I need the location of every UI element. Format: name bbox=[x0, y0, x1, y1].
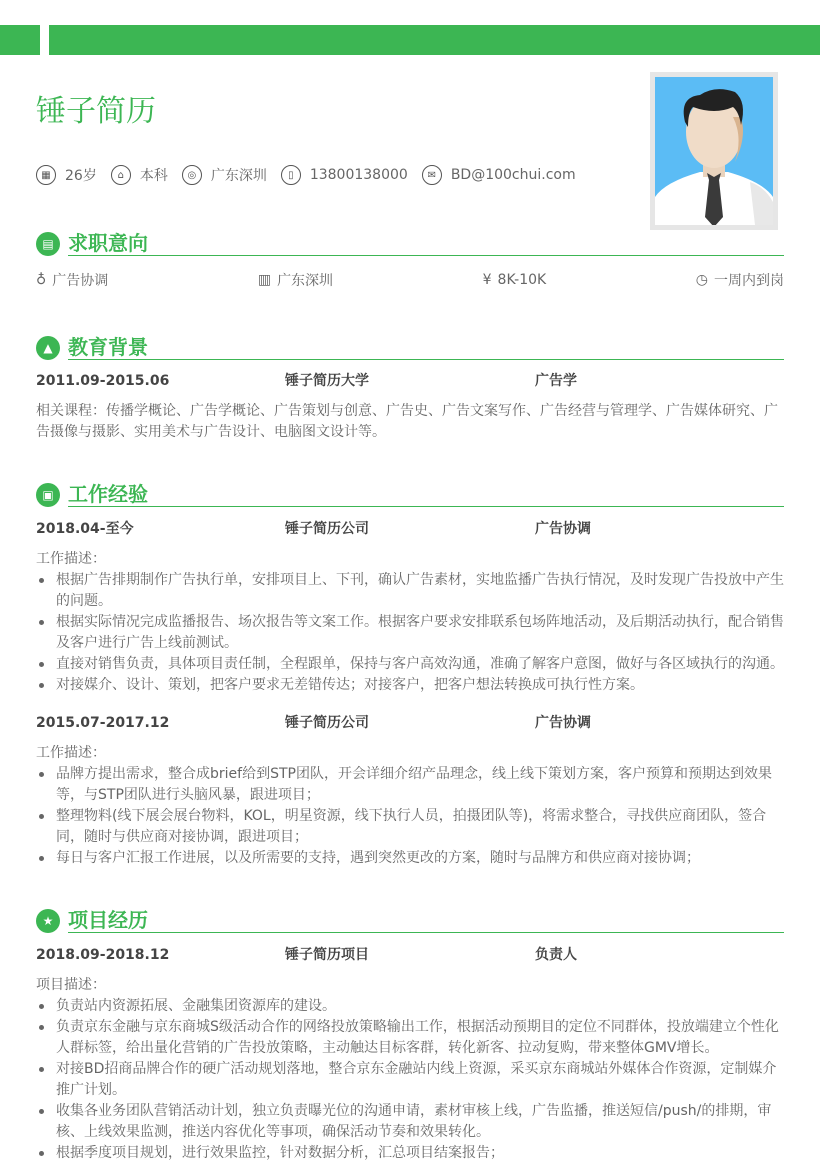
star-icon: ★ bbox=[36, 909, 60, 933]
project-name: 锤子简历项目 bbox=[285, 947, 369, 963]
list-item: 整理物料(线下展会展台物料，KOL，明星资源，线下执行人员，拍摄团队等)，将需求整合，寻找供应商团队，签合同，随时与供应商对接协调，跟进项目； bbox=[36, 806, 784, 848]
personal-info bbox=[36, 165, 590, 185]
graduation-cap-icon: ▲ bbox=[36, 336, 60, 360]
intent-text: 广告协调 bbox=[52, 273, 109, 289]
info-text: 广东深圳 bbox=[210, 168, 267, 184]
intent-item bbox=[696, 270, 784, 290]
job-date: 2015.07-2017.12 bbox=[36, 715, 170, 731]
job-row bbox=[36, 713, 784, 734]
list-item: 直接对销售负责，具体项目责任制，全程跟单，保持与客户高效沟通，准确了解客户意图，做好与各区域执行的沟通。 bbox=[36, 654, 784, 675]
phone-icon: ▯ bbox=[281, 165, 301, 185]
list-item: 对接媒介、设计、策划，把客户要求无差错传达；对接客户，把客户想法转换成可执行性方案。 bbox=[36, 675, 784, 696]
list-item: 根据广告排期制作广告执行单，安排项目上、下刊，确认广告素材，实地监播广告执行情况，及时发现广告投放中产生的问题。 bbox=[36, 570, 784, 612]
courses: 相关课程：传播学概论、广告学概论、广告策划与创意、广告史、广告文案写作、广告经营与管理学、广告媒体研究、广告摄像与摄影、实用美术与广告设计、电脑图文设计等。 bbox=[36, 403, 778, 440]
project-date: 2018.09-2018.12 bbox=[36, 947, 170, 963]
section-title: 求职意向 bbox=[68, 231, 148, 255]
bullet-list bbox=[36, 570, 784, 696]
intent-text: 广东深圳 bbox=[277, 273, 334, 289]
location-icon: ◎ bbox=[182, 165, 202, 185]
work-section bbox=[36, 481, 784, 869]
info-text: BD@100chui.com bbox=[450, 167, 576, 183]
divider bbox=[68, 255, 784, 256]
info-item bbox=[36, 165, 97, 185]
list-item: 品牌方提出需求，整合成brief给到STP团队，开会详细介绍产品理念，线上线下策划方案，客户预算和预期达到效果等，与STP团队进行头脑风暴，跟进项目； bbox=[36, 764, 784, 806]
edu-date: 2011.09-2015.06 bbox=[36, 373, 170, 389]
intent-item bbox=[36, 270, 108, 290]
section-title: 教育背景 bbox=[68, 335, 148, 359]
job-role: 广告协调 bbox=[535, 715, 591, 731]
job-entry bbox=[36, 713, 784, 869]
info-item bbox=[422, 165, 576, 185]
intent-item bbox=[258, 270, 333, 290]
info-item bbox=[182, 165, 267, 185]
header-bar bbox=[49, 25, 820, 55]
yen-icon: ¥ bbox=[482, 272, 492, 288]
edu-school: 锤子简历大学 bbox=[285, 373, 369, 389]
graduation-icon: ⌂ bbox=[111, 165, 131, 185]
job-entry bbox=[36, 519, 784, 696]
list-item: 负责站内资源拓展、金融集团资源库的建设。 bbox=[36, 996, 784, 1017]
divider bbox=[68, 359, 784, 360]
job-role: 广告协调 bbox=[535, 521, 591, 537]
avatar bbox=[650, 72, 778, 230]
edu-major: 广告学 bbox=[535, 373, 577, 389]
job-company: 锤子简历公司 bbox=[285, 715, 369, 731]
project-role: 负责人 bbox=[535, 947, 577, 963]
info-item bbox=[111, 165, 168, 185]
job-date: 2018.04-至今 bbox=[36, 521, 134, 537]
list-item: 根据季度项目规划，进行效果监控，针对数据分析，汇总项目结案报告； bbox=[36, 1143, 784, 1164]
list-item: 收集各业务团队营销活动计划，独立负责曝光位的沟通申请，素材审核上线，广告监播，推送短信/push/的排期，审核、上线效果监测，推送内容优化等事项，确保活动节奏和效果转化。 bbox=[36, 1101, 784, 1143]
clock-icon: ◷ bbox=[695, 272, 708, 288]
project-section bbox=[36, 907, 784, 1164]
list-item: 根据实际情况完成监播报告、场次报告等文案工作。根据客户要求安排联系包场阵地活动，及后期活动执行，配合销售及客户进行广告上线前测试。 bbox=[36, 612, 784, 654]
info-item bbox=[281, 165, 408, 185]
divider bbox=[68, 506, 784, 507]
job-row bbox=[36, 519, 784, 540]
divider bbox=[68, 932, 784, 933]
list-item: 每日与客户汇报工作进展，以及所需要的支持，遇到突然更改的方案，随时与品牌方和供应商对接协调； bbox=[36, 848, 784, 869]
job-company: 锤子简历公司 bbox=[285, 521, 369, 537]
intent-text: 8K-10K bbox=[497, 272, 547, 288]
info-text: 本科 bbox=[139, 168, 168, 184]
tie-icon: ♁ bbox=[36, 272, 47, 288]
desc-label: 项目描述： bbox=[36, 977, 106, 993]
job-intent-section bbox=[36, 230, 784, 290]
info-text: 13800138000 bbox=[309, 167, 408, 183]
intent-icon: ▤ bbox=[36, 232, 60, 256]
calendar-icon: ▦ bbox=[36, 165, 56, 185]
avatar-illustration bbox=[655, 77, 773, 225]
project-row bbox=[36, 945, 784, 966]
resume-name: 锤子简历 bbox=[36, 94, 156, 129]
section-title: 工作经验 bbox=[68, 482, 148, 506]
bullet-list bbox=[36, 764, 784, 869]
mail-icon: ✉ bbox=[422, 165, 442, 185]
desc-label: 工作描述： bbox=[36, 745, 106, 761]
list-item: 对接BD招商品牌合作的硬广活动规划落地，整合京东金融站内线上资源，采买京东商城站外媒体合作资源，定制媒介推广计划。 bbox=[36, 1059, 784, 1101]
desc-label: 工作描述： bbox=[36, 551, 106, 567]
section-title: 项目经历 bbox=[68, 908, 148, 932]
intent-text: 一周内到岗 bbox=[714, 273, 784, 289]
education-row bbox=[36, 371, 784, 392]
info-text: 26岁 bbox=[65, 168, 97, 184]
briefcase-icon: ▣ bbox=[36, 483, 60, 507]
building-icon: ▥ bbox=[257, 272, 272, 288]
list-item: 负责京东金融与京东商城S级活动合作的网络投放策略输出工作，根据活动预期目的定位不同群体，投放端建立个性化人群标签，给出量化营销的广告投放策略，主动触达目标客群，转化新客、拉动复购，带来整体GMV增长。 bbox=[36, 1017, 784, 1059]
header-bar-left bbox=[0, 25, 40, 55]
intent-item bbox=[483, 272, 547, 288]
education-section bbox=[36, 334, 784, 443]
